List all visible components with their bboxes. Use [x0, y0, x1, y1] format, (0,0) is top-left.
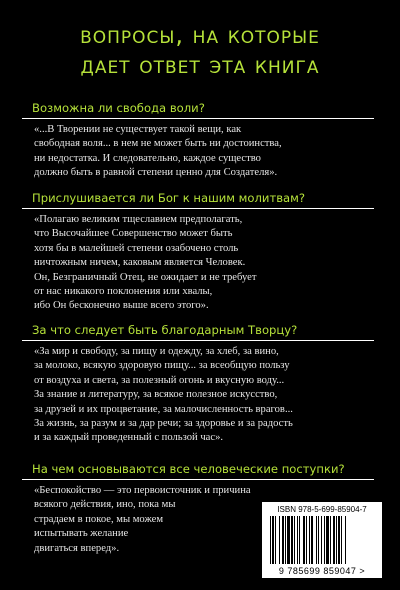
quote-line: Он, Безграничный Отец, не ожидает и не требует: [34, 271, 257, 283]
section-heading: Прислушивается ли Бог к нашим молитвам?: [32, 191, 306, 205]
section-free-will: [0, 100, 400, 181]
barcode-bar: [311, 516, 313, 564]
cover-title: [0, 20, 400, 80]
quote-line: ничтожным ничем, каковым является Человек.: [34, 257, 246, 269]
quote-line: за друзей и их процветание, за малочисленность врагов...: [34, 403, 293, 415]
barcode-bar: [285, 516, 286, 564]
section-divider: [22, 479, 374, 480]
quote-line: и за каждый проведенный с пользой час».: [34, 432, 224, 444]
barcode-bars: [268, 516, 376, 566]
barcode-bar: [330, 516, 331, 564]
barcode-bar: [270, 516, 271, 564]
section-divider: [22, 208, 374, 209]
section-quote: [34, 345, 400, 446]
section-gratitude: [0, 322, 400, 446]
barcode-bar: [345, 516, 346, 564]
quote-line: всякого действия, ино, пока мы: [34, 499, 176, 511]
quote-line: испытывать желание: [34, 528, 129, 540]
barcode-bar: [294, 516, 295, 564]
quote-line: «Полагаю великим тщеславием предполагать,: [34, 214, 243, 225]
quote-line: За знание и литературу, за всякое полезное искусство,: [34, 389, 278, 401]
cover-title-line-1: вопросы, на которые: [80, 21, 320, 49]
quote-line: свободная воля... в нем не может быть ни достоинства,: [34, 138, 282, 150]
quote-line: За жизнь, за разум и за дар речи; за здоровье и за радость: [34, 418, 293, 430]
quote-line: ни недостатка. И следовательно, каждое существо: [34, 152, 261, 164]
barcode-bar: [321, 516, 322, 564]
barcode-bar: [297, 516, 298, 564]
barcode-bar: [299, 516, 300, 564]
barcode-bar: [336, 516, 337, 564]
barcode-bar: [287, 516, 290, 564]
barcode-number: 9 785699 859047 >: [278, 566, 366, 576]
quote-line: хотя бы в малейшей степени озабочено столь: [34, 242, 239, 254]
section-quote: [34, 213, 400, 314]
barcode-bar: [309, 516, 310, 564]
quote-line: что Высочайшее Совершенство может быть: [34, 228, 233, 240]
quote-line: двигаться вперед».: [34, 542, 120, 554]
section-prayers: [0, 190, 400, 314]
barcode-bar: [306, 516, 307, 564]
quote-line: от воздуха и света, за полезный огонь и вкусную воду...: [34, 374, 285, 386]
barcode-bar: [291, 516, 293, 564]
section-divider: [22, 340, 374, 341]
barcode-bar: [324, 516, 325, 564]
barcode-bar: [303, 516, 305, 564]
quote-line: «Беспокойство — это первоисточник и причина: [34, 485, 251, 496]
barcode-bar: [318, 516, 319, 564]
section-heading: Возможна ли свобода воли?: [32, 101, 205, 115]
quote-line: от нас никакого поклонения или хвалы,: [34, 286, 213, 298]
barcode-bar: [282, 516, 284, 564]
isbn-barcode: [262, 502, 382, 578]
section-heading: На чем основываются все человеческие поступки?: [32, 462, 345, 476]
barcode-bar: [272, 516, 274, 564]
cover-title-line-2: дает ответ эта книга: [80, 51, 320, 79]
quote-line: страдаем в покое, мы можем: [34, 513, 164, 525]
barcode-bar: [275, 516, 276, 564]
quote-line: должно быть в равной степени ценно для Создателя».: [34, 167, 278, 179]
quote-line: «За мир и свободу, за пищу и одежду, за хлеб, за вино,: [34, 346, 279, 357]
isbn-label: ISBN 978-5-699-85904-7: [277, 505, 367, 514]
quote-line: за молоко, всякую здоровую пищу... за всеобщую пользу: [34, 360, 290, 372]
barcode-bar: [279, 516, 280, 564]
section-divider: [22, 118, 374, 119]
barcode-bar: [316, 516, 317, 564]
barcode-bar: [338, 516, 340, 564]
barcode-bar: [333, 516, 335, 564]
quote-line: «...В Творении не существует такой вещи, как: [34, 124, 242, 135]
quote-line: ибо Он бесконечно выше всего этого».: [34, 300, 209, 312]
section-quote: [34, 123, 400, 181]
barcode-bar: [326, 516, 329, 564]
section-heading: За что следует быть благодарным Творцу?: [32, 323, 298, 337]
barcode-bar: [341, 516, 342, 564]
